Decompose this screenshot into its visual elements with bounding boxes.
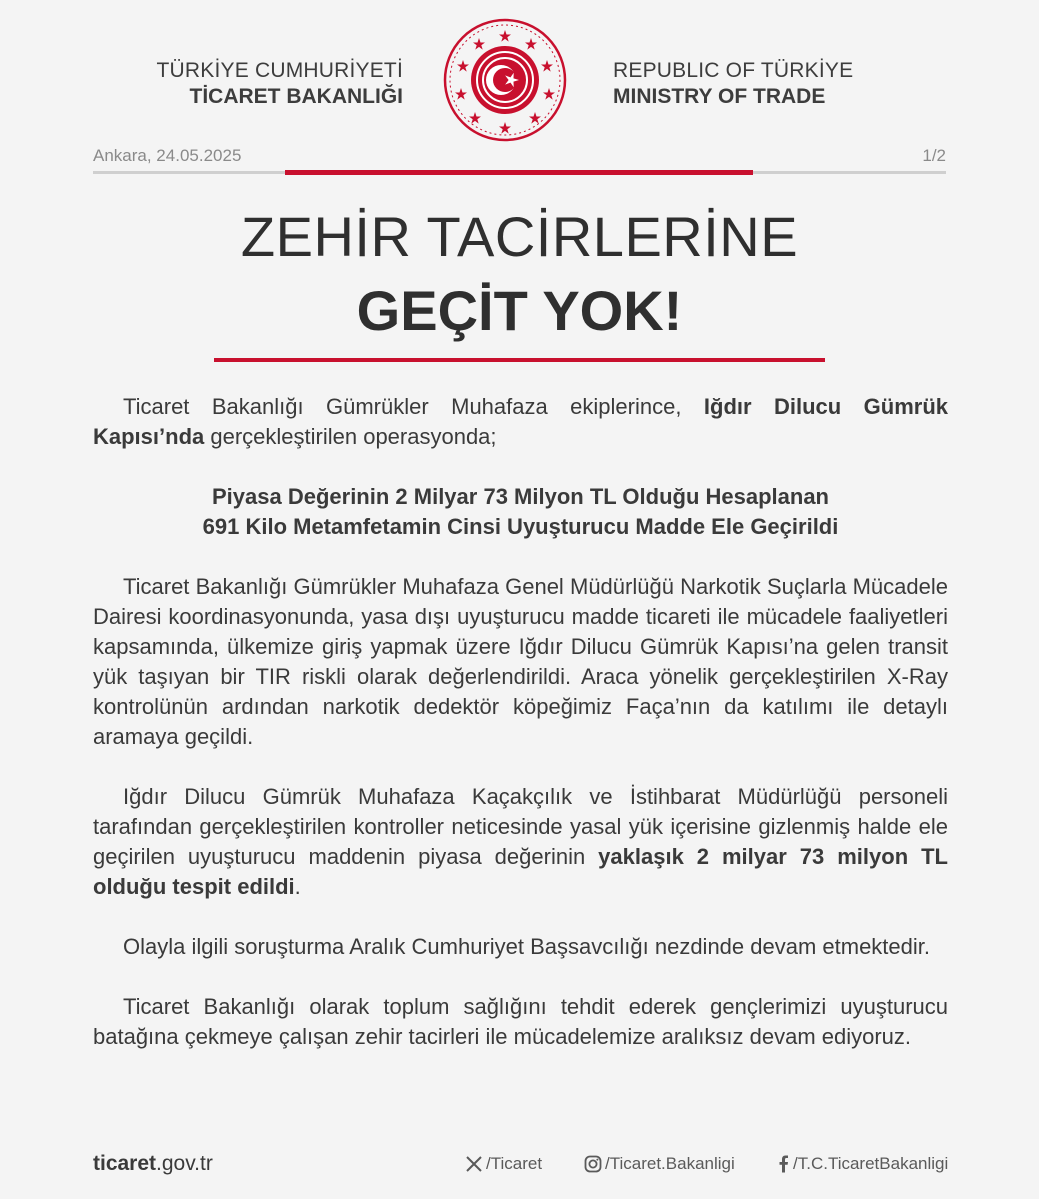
header-country-tr: TÜRKİYE CUMHURİYETİ: [156, 59, 403, 82]
headline-line-1: ZEHİR TACİRLERİNE: [240, 205, 799, 268]
paragraph-closing: Ticaret Bakanlığı olarak toplum sağlığını tehdit ederek gençlerimizi uyuşturucu batağına çekmeye çalışan zehir tacirleri ile mücadelemize aralıksız devam ediyoruz.: [93, 994, 948, 1049]
facebook-logo-icon: [778, 1155, 790, 1173]
paragraph-intro: Ticaret Bakanlığı Gümrükler Muhafaza ekiplerince, Iğdır Dilucu Gümrük Kapısı’nda gerçekleştirilen operasyonda;: [93, 394, 948, 449]
ministry-emblem-icon: [443, 18, 567, 142]
footer: [93, 1152, 950, 1182]
header-country-en: REPUBLIC OF TÜRKİYE: [613, 59, 854, 82]
paragraph-investigation: Olayla ilgili soruşturma Aralık Cumhuriyet Başsavcılığı nezdinde devam etmektedir.: [123, 934, 931, 959]
header-ministry-en: MINISTRY OF TRADE: [613, 85, 826, 108]
header-divider-accent: [285, 170, 753, 175]
press-release-date: Ankara, 24.05.2025: [93, 146, 242, 165]
instagram-logo-icon: [584, 1155, 602, 1173]
headline-divider: [214, 358, 825, 362]
press-release-body: [93, 392, 948, 1082]
location-highlight: Iğdır Dilucu Gümrük Kapısı’nda: [93, 394, 948, 449]
subheadline-line-2: 691 Kilo Metamfetamin Cinsi Uyuşturucu Madde Ele Geçirildi: [202, 514, 839, 539]
headline: [0, 202, 1039, 346]
page-number: 1/2: [922, 146, 946, 165]
header-left-block: [157, 58, 403, 110]
paragraph-findings: Iğdır Dilucu Gümrük Muhafaza Kaçakçılık ve İstihbarat Müdürlüğü personeli tarafından gerçekleştirilen kontroller neticesinde yasal yük içerisine gizlenmiş halde ele geçirilen uyuşturucu maddenin piyasa değerinin yaklaşık 2 milyar 73 milyon TL olduğu tespit edildi.: [93, 784, 948, 899]
x-logo-icon: [465, 1155, 483, 1173]
website-link[interactable]: ticaret.gov.tr: [93, 1152, 213, 1175]
header-ministry-tr: TİCARET BAKANLIĞI: [189, 85, 403, 108]
value-highlight: yaklaşık 2 milyar 73 milyon TL olduğu tespit edildi: [93, 844, 948, 899]
instagram-handle: /Ticaret.Bakanligi: [605, 1154, 735, 1173]
x-social-link[interactable]: [465, 1154, 542, 1174]
facebook-handle: /T.C.TicaretBakanligi: [793, 1154, 949, 1173]
facebook-social-link[interactable]: [778, 1154, 948, 1174]
paragraph-operation: Ticaret Bakanlığı Gümrükler Muhafaza Genel Müdürlüğü Narkotik Suçlarla Mücadele Dairesi koordinasyonunda, yasa dışı uyuşturucu madde ticareti ile mücadele faaliyetleri kapsamında, ülkemize giriş yapmak üzere Iğdır Dilucu Gümrük Kapısı’na gelen transit yük taşıyan bir TIR riskli olarak değerlendirildi. Araca yönelik gerçekleştirilen X-Ray kontrolünün ardından narkotik dedektör köpeğimiz Faça’nın da katılımı ile detaylı aramaya geçildi.: [93, 574, 948, 749]
header-right-block: [613, 58, 853, 110]
instagram-social-link[interactable]: [584, 1154, 735, 1174]
letterhead: [0, 0, 1039, 150]
subheadline-line-1: Piyasa Değerinin 2 Milyar 73 Milyon TL Olduğu Hesaplanan: [212, 484, 829, 509]
x-handle: /Ticaret: [486, 1154, 543, 1173]
headline-line-2: GEÇİT YOK!: [356, 279, 683, 342]
subheadline: [93, 482, 948, 542]
